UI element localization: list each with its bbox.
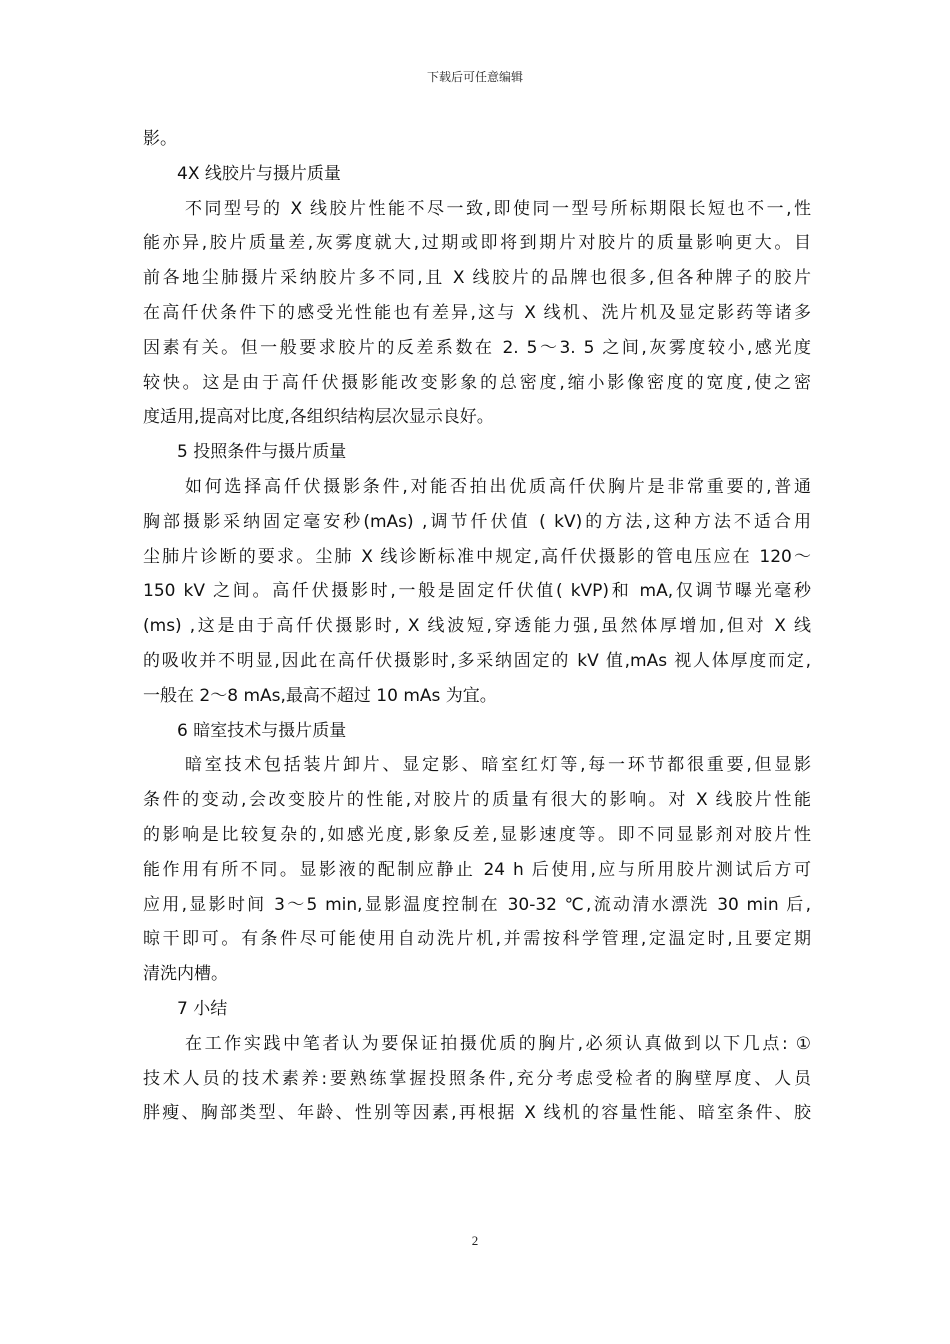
text-line: 在高仟伏条件下的感受光性能也有差异,这与 X 线机、洗片机及显定影药等诸多 bbox=[143, 302, 811, 323]
section-heading: 6 暗室技术与摄片质量 bbox=[177, 720, 347, 741]
text-line: 在工作实践中笔者认为要保证拍摄优质的胸片,必须认真做到以下几点: ① bbox=[185, 1033, 811, 1054]
text-line: 较快。这是由于高仟伏摄影能改变影象的总密度,缩小影像密度的宽度,使之密 bbox=[143, 372, 811, 393]
text-line: 一般在 2～8 mAs,最高不超过 10 mAs 为宜。 bbox=[143, 685, 497, 706]
text-line: 晾干即可。有条件尽可能使用自动洗片机,并需按科学管理,定温定时,且要定期 bbox=[143, 929, 811, 950]
page-header: 下载后可任意编辑 bbox=[426, 70, 523, 84]
text-line: 如何选择高仟伏摄影条件,对能否拍出优质高仟伏胸片是非常重要的,普通 bbox=[185, 476, 811, 497]
text-line: 的吸收并不明显,因此在高仟伏摄影时,多采纳固定的 kV 值,mAs 视人体厚度而定, bbox=[143, 650, 811, 671]
text-line: 暗室技术包括装片卸片、显定影、暗室红灯等,每一环节都很重要,但显影 bbox=[185, 755, 811, 776]
text-line: (ms) ,这是由于高仟伏摄影时, X 线波短,穿透能力强,虽然体厚增加,但对 X 线 bbox=[143, 616, 811, 637]
section-heading: 7 小结 bbox=[177, 998, 228, 1019]
text-line: 能作用有所不同。显影液的配制应静止 24 h 后使用,应与所用胶片测试后方可 bbox=[143, 859, 811, 880]
text-line: 技术人员的技术素养:要熟练掌握投照条件,充分考虑受检者的胸壁厚度、人员 bbox=[143, 1068, 811, 1089]
text-line: 胸部摄影采纳固定毫安秒(mAs) ,调节仟伏值 ( kV)的方法,这种方法不适合用 bbox=[143, 511, 811, 532]
text-line: 因素有关。但一般要求胶片的反差系数在 2. 5～3. 5 之间,灰雾度较小,感光度 bbox=[143, 337, 811, 358]
text-line: 不同型号的 X 线胶片性能不尽一致,即使同一型号所标期限长短也不一,性 bbox=[185, 198, 811, 219]
page-number: 2 bbox=[471, 1233, 479, 1248]
text-line: 清洗内槽。 bbox=[143, 964, 228, 985]
text-line: 的影响是比较复杂的,如感光度,影象反差,显影速度等。即不同显影剂对胶片性 bbox=[143, 824, 811, 845]
text-line: 应用,显影时间 3～5 min,显影温度控制在 30-32 ℃,流动清水漂洗 30 min 后, bbox=[143, 894, 811, 915]
text-line: 前各地尘肺摄片采纳胶片多不同,且 X 线胶片的品牌也很多,但各种牌子的胶片 bbox=[143, 268, 811, 289]
text-line: 影。 bbox=[143, 129, 177, 149]
text-line: 150 kV 之间。高仟伏摄影时,一般是固定仟伏值( kVP)和 mA,仅调节曝光毫秒 bbox=[143, 581, 811, 602]
text-line: 条件的变动,会改变胶片的性能,对胶片的质量有很大的影响。对 X 线胶片性能 bbox=[143, 790, 811, 811]
section-heading: 5 投照条件与摄片质量 bbox=[177, 442, 347, 463]
body-text bbox=[143, 122, 811, 1131]
text-line: 尘肺片诊断的要求。尘肺 X 线诊断标准中规定,高仟伏摄影的管电压应在 120～ bbox=[143, 546, 811, 567]
section-heading: 4X 线胶片与摄片质量 bbox=[177, 163, 341, 184]
text-line: 胖瘦、胸部类型、年龄、性别等因素,再根据 X 线机的容量性能、暗室条件、胶 bbox=[143, 1103, 811, 1124]
text-line: 能亦异,胶片质量差,灰雾度就大,过期或即将到期片对胶片的质量影响更大。目 bbox=[143, 233, 811, 254]
text-line: 度适用,提高对比度,各组织结构层次显示良好。 bbox=[143, 407, 494, 428]
